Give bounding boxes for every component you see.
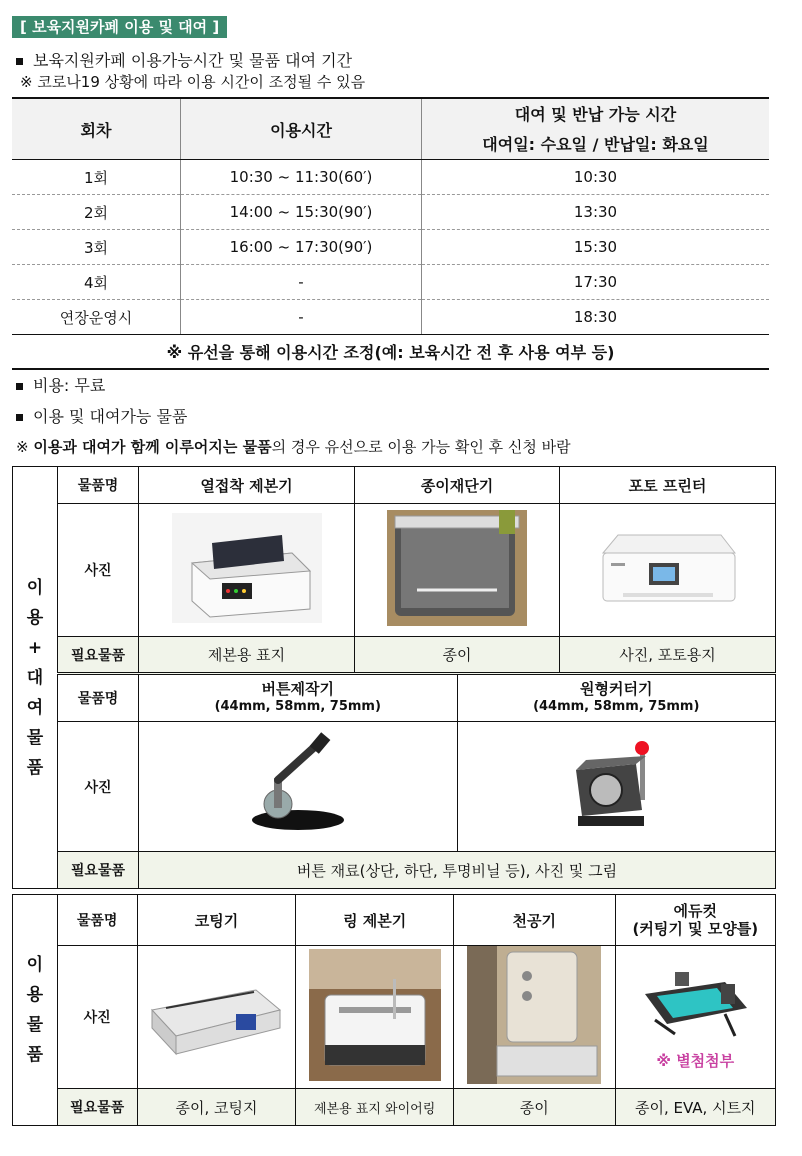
hole-punch-icon xyxy=(467,946,601,1084)
item-name: 천공기 xyxy=(453,895,615,946)
item-name: 열접착 제본기 xyxy=(139,467,355,504)
table-row xyxy=(12,160,769,195)
use-side-label xyxy=(13,895,58,1126)
laminator-icon xyxy=(146,970,286,1060)
intro-line xyxy=(16,48,352,71)
photo-cell xyxy=(355,504,560,637)
cell-round: 2회 xyxy=(12,195,181,230)
item-required: 제본용 표지 와이어링 xyxy=(296,1089,454,1126)
row-header-name: 물품명 xyxy=(57,895,137,946)
row-header-name: 물품명 xyxy=(58,674,139,722)
row-header-photo: 사진 xyxy=(57,946,137,1089)
item-name-cell xyxy=(615,895,775,946)
cell-rental: 18:30 xyxy=(422,300,770,335)
items-title-line xyxy=(16,404,187,427)
bullet-square-icon xyxy=(16,414,23,421)
table-row xyxy=(12,230,769,265)
cell-time: - xyxy=(181,300,422,335)
cost-text: 비용: 무료 xyxy=(33,376,106,395)
item-name: 에듀컷 xyxy=(673,902,718,920)
row-header-photo: 사진 xyxy=(58,504,139,637)
ring-binder-icon xyxy=(309,949,441,1081)
item-name: 원형커터기 xyxy=(580,680,653,698)
photo-cell xyxy=(139,722,458,852)
use-items-table xyxy=(12,894,776,1126)
use-side-char: 품 xyxy=(26,1045,44,1065)
col-header-round: 회차 xyxy=(12,98,181,160)
cutting-machine-icon xyxy=(635,964,755,1044)
item-name: 링 제본기 xyxy=(296,895,454,946)
photo-cell xyxy=(560,504,776,637)
use-side-char: 용 xyxy=(26,985,44,1005)
cost-line xyxy=(16,373,105,396)
item-name-sub: (커팅기 및 모양틀) xyxy=(632,920,759,938)
table-row xyxy=(12,195,769,230)
rent-side-char: 대 xyxy=(26,667,44,688)
cell-round: 1회 xyxy=(12,160,181,195)
item-name: 버튼제작기 xyxy=(261,680,334,698)
item-required: 버튼 재료(상단, 하단, 투명비닐 등), 사진 및 그림 xyxy=(139,852,776,889)
cell-time: 16:00 ~ 17:30(90′) xyxy=(181,230,422,265)
photo-cell xyxy=(139,504,355,637)
cell-round: 4회 xyxy=(12,265,181,300)
cell-rental: 13:30 xyxy=(422,195,770,230)
rent-items-table xyxy=(12,466,776,889)
rent-side-char: 용 xyxy=(26,607,44,628)
use-side-char: 물 xyxy=(26,1015,44,1035)
cell-round: 3회 xyxy=(12,230,181,265)
item-required: 종이, 코팅지 xyxy=(137,1089,296,1126)
note-rest: 의 경우 유선으로 이용 가능 확인 후 신청 바람 xyxy=(271,438,571,456)
item-name-sub: (44mm, 58mm, 75mm) xyxy=(214,699,381,714)
items-title-text: 이용 및 대여가능 물품 xyxy=(33,407,188,426)
col-header-time: 이용시간 xyxy=(181,98,422,160)
items-note xyxy=(16,436,571,457)
row-header-photo: 사진 xyxy=(58,722,139,852)
cell-time: 14:00 ~ 15:30(90′) xyxy=(181,195,422,230)
bullet-square-icon xyxy=(16,58,23,65)
rent-side-char: 이 xyxy=(26,577,44,598)
section-header: [ 보육지원카페 이용 및 대여 ] xyxy=(12,16,227,38)
photo-cell xyxy=(615,946,775,1089)
note-prefix: ※ xyxy=(16,438,34,456)
item-name-sub: (44mm, 58mm, 75mm) xyxy=(533,699,700,714)
photo-cell xyxy=(137,946,296,1089)
cell-time: - xyxy=(181,265,422,300)
cell-rental: 17:30 xyxy=(422,265,770,300)
item-required: 종이 xyxy=(453,1089,615,1126)
photo-cell xyxy=(453,946,615,1089)
photo-printer-icon xyxy=(593,523,743,613)
photo-cell xyxy=(296,946,454,1089)
item-name: 코팅기 xyxy=(137,895,296,946)
row-header-name: 물품명 xyxy=(58,467,139,504)
schedule-footnote: ※ 유선을 통해 이용시간 조정(예: 보육시간 전 후 사용 여부 등) xyxy=(12,335,769,370)
col-header-rental-days: 대여일: 수요일 / 반납일: 화요일 xyxy=(422,128,770,160)
row-header-required: 필요물품 xyxy=(58,637,139,674)
item-required: 종이, EVA, 시트지 xyxy=(615,1089,775,1126)
rent-side-label xyxy=(13,467,58,889)
item-name: 종이재단기 xyxy=(355,467,560,504)
table-row xyxy=(12,265,769,300)
rent-side-char: 품 xyxy=(26,757,44,778)
table-row xyxy=(12,300,769,335)
row-header-required: 필요물품 xyxy=(57,1089,137,1126)
intro-note: ※ 코로나19 상황에 따라 이용 시간이 조정될 수 있음 xyxy=(20,73,366,91)
rent-side-char: 여 xyxy=(26,697,44,718)
button-maker-icon xyxy=(238,730,358,840)
item-required: 종이 xyxy=(355,637,560,674)
intro-text: 보육지원카페 이용가능시간 및 물품 대여 기간 xyxy=(33,51,353,70)
col-header-rental: 대여 및 반납 가능 시간 xyxy=(422,98,770,128)
row-header-required: 필요물품 xyxy=(58,852,139,889)
circle-cutter-icon xyxy=(556,730,676,840)
item-required: 사진, 포토용지 xyxy=(560,637,776,674)
cell-round: 연장운영시 xyxy=(12,300,181,335)
note-bold: 이용과 대여가 함께 이루어지는 물품 xyxy=(33,438,272,456)
rent-side-char: 물 xyxy=(26,727,44,748)
rent-side-char: + xyxy=(27,637,43,658)
cell-time: 10:30 ~ 11:30(60′) xyxy=(181,160,422,195)
cell-rental: 10:30 xyxy=(422,160,770,195)
bullet-square-icon xyxy=(16,383,23,390)
item-name-cell xyxy=(139,674,458,722)
item-name: 포토 프린터 xyxy=(560,467,776,504)
thermal-binder-icon xyxy=(172,513,322,623)
photo-cell xyxy=(457,722,776,852)
item-name-cell xyxy=(457,674,776,722)
attachment-note: ※ 별첨첨부 xyxy=(656,1051,735,1070)
paper-cutter-icon xyxy=(387,510,527,626)
cell-rental: 15:30 xyxy=(422,230,770,265)
schedule-table xyxy=(12,97,769,370)
item-required: 제본용 표지 xyxy=(139,637,355,674)
use-side-char: 이 xyxy=(26,955,44,975)
